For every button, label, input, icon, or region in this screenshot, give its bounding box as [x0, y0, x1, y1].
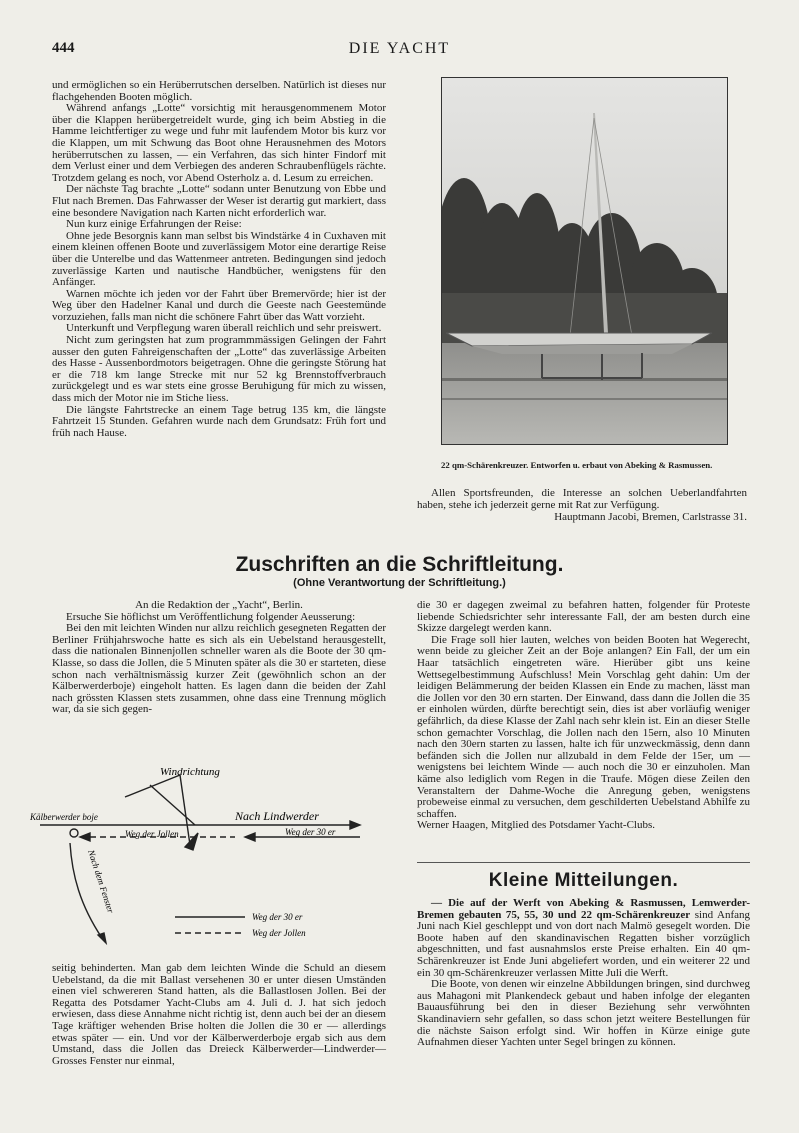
letter-right-text: die 30 er dagegen zweimal zu befahren hatten, folgender für Proteste liebende Schiedsrichter sehr interessante Fall, der am besten durch eine Skizze dargelegt werden kann. — [417, 599, 750, 635]
regatta-sketch — [30, 755, 390, 955]
paragraph: Unterkunft und Verpflegung waren überall reichlich und sehr preiswert. — [66, 322, 382, 335]
wind-label: Windrichtung — [160, 766, 220, 778]
lindwerder-label: Nach Lindwerder — [235, 809, 319, 823]
closing-note — [417, 487, 747, 523]
section-subtitle: (Ohne Verantwortung der Schriftleitung.) — [293, 577, 506, 589]
closing-signature: Hauptmann Jacobi, Bremen, Carlstrasse 31. — [554, 511, 747, 523]
paragraph: Der nächste Tag brachte „Lotte“ sodann unter Benutzung von Ebbe und Flut nach Bremen. Das Fahrwasser der Weser ist derartig gut markiert, dass eine besondere Navigation nach Karten nicht erforderlich war. — [52, 183, 386, 219]
section-title: Zuschriften an die Schriftleitung. — [235, 553, 564, 576]
legend-30-label: Weg der 30 er — [252, 912, 303, 922]
photo-schaerenkreuzer — [441, 77, 728, 445]
left-top-column — [52, 80, 386, 439]
mitteilungen-title: Kleine Mitteilungen. — [488, 870, 679, 891]
divider — [417, 862, 750, 863]
paragraph: Nicht zum geringsten hat zum programmmässigen Gelingen der Fahrt ausser den guten Fahreigenschaften der „Lotte“ das zuverlässige Arbeiten des Hasse - Aussenbordmotors beigetragen. Ohne die geringste Störung hat er die 718 km lange Strecke mit nur 52 kg Brennstoffverbrauch zurückgelegt und es war stets eine grosse Beruhigung für mich zu wissen, dass mich der Motor nie im Stiche liess. — [52, 334, 386, 405]
letter-right-text-2: Die Frage soll hier lauten, welches von beiden Booten hat Wegerecht, wenn beide zu gleicher Zeit an der Boje anlangen? Ein Fall, der um ein Haar tatsächlich eingetreten wäre. Hierüber gibt uns keine Wettsegelbestimmung Aufschluss! Mein Vorschlag geht dahin: Um der leidigen Belämmerung der beiden Klassen ein Ende zu machen, lässt man die Jollen vor den 30 ern starten. Der Einwand, dass dann die Jollen die 35 er einholen würden, dürfte berechtigt sein, dies ist aber vorläufig weniger gefährlich, da diese Klasse der Zahl nach sehr klein ist. Ein an dieser Stelle schon gemachter Vorschlag, die Jollen nach den 15ern, also 10 Minuten nach den 30ern starten zu lassen, halte ich für unzweckmässig, denn dann befänden sich die Jollen nur allzubald in dem Felde der 15er, um — wenigstens bei leichtem Winde — auch noch die 30 er einzuholen. Man käme also lediglich vom Regen in die Traufe. Mögen diese Zeilen den Veranstaltern der Dahme-Woche die Anregung geben, wenigstens probeweise einmal zu versuchen, dem geschilderten Uebelstand Abhilfe zu schaffen. — [417, 633, 750, 820]
closing-text: Allen Sportsfreunden, die Interesse an solchen Ueberlandfahrten haben, stehe ich jederzeit gerne mit Rat zur Verfügung. — [417, 487, 747, 511]
paragraph: Während anfangs „Lotte“ vorsichtig mit herausgenommenem Motor über die Klappen herübergetreidelt wurde, ging ich beim Abstieg in die Hamme leichtfertiger zu wege und fuhr mit laufendem Motor bis kurz vor die Klappen, um mit Schwung das Boot ohne Herausnehmen des Motors herüberrutschen zu lassen, — ein Verfahren, das sich hinter Findorf mit dem Verlust einer und dem Verbiegen des anderen Schraubenflügels rächte. Trotzdem gelang es noch, vor Abend Osterholz a. d. Lesum zu erreichen. — [52, 102, 386, 184]
mitteilungen-lead-rest: sind Anfang Juni nach Kiel geschleppt und von dort nach Malmö gesegelt worden. Die Boote haben auf den skandinavischen Regatten bisher vorzüglich abgeschnitten, und fast ausnahmslos erste Preise erhalten. Ein 40 qm-Schärenkreuzer ist Ende Juni abgeliefert worden, und ein weiterer 22 und ein 30 qm-Schärenkreuzer verlassen Mitte Juli die Werft. — [417, 908, 750, 979]
legend-jollen-label: Weg der Jollen — [252, 928, 306, 938]
paragraph: Nun kurz einige Erfahrungen der Reise: — [66, 218, 242, 231]
yacht-photo-illustration — [442, 78, 727, 444]
letter-request: Ersuche Sie höflichst um Veröffentlichung folgender Aeusserung: — [66, 610, 356, 623]
letter-body-2: seitig behinderten. Man gab dem leichten Winde die Schuld an diesem Uebelstand, da die mit Ballast versehenen 30 er unter diesen Umständen einen viel schwereren Stand hatten, als die Ballastlosen Jollen. Bei der Regatta des Potsdamer Yacht-Clubs am 4. Juli d. J. hat sich jedoch erwiesen, dass diese Annahme nicht richtig ist, denn auch bei der an diesem Tage kräftiger wehenden Brise holten die Jollen die 30 er — allerdings etwas später — ein. Und vor der Kälberwerderboje ergab sich aus dem Umstand, dass die Jollen das Dreieck Kälberwerder—Lindwerder—Grosses Fenster nur einmal, — [52, 962, 386, 1067]
running-title: DIE YACHT — [348, 40, 451, 57]
letter-salutation: An die Redaktion der „Yacht“, Berlin. — [135, 599, 303, 611]
page-number: 444 — [52, 40, 75, 56]
mitteilungen-lead-bold: — Die auf der Werft von Abeking & Rasmussen, Lemwerder-Bremen gebauten 75, 55, 30 und 22 qm-Schärenkreuzer — [417, 897, 750, 921]
buoy-label: Kälberwerder boje — [30, 812, 98, 822]
letter-body-1: Bei den mit leichten Winden nur allzu reichlich gesegneten Regatten der Berliner Frühjahrswoche hatte es sich als ein Uebelstand herausgestellt, dass die nationalen Binnenjollen schneller waren als die Boote der 30 qm-Klasse, so dass die Jollen, die 5 Minuten später als die 30 er starteten, diese schon nach verhältnismässig kurzer Zeit (gewöhnlich schon an der Kälberwerderboje) eingeholt hatten. Es lagen dann die beiden der Zahl nach grössten Klassen stets zusammen, ohne dass eine Trennung möglich war, da sie sich gegen- — [52, 622, 386, 716]
fenster-label: Nach dem Fenster — [86, 848, 116, 915]
paragraph: Ohne jede Besorgnis kann man selbst bis Windstärke 4 in Cuxhaven mit einem kleinen offenen Boote und zuverlässigem Motor eine derartige Reise über die Unterelbe und das Wattenmeer antreten. Bedingungen sind jedoch zuverlässige Karten und nautische Handbücher, wenigstens für den Anfänger. — [52, 229, 386, 289]
jollen-path-label: Weg der Jollen — [125, 829, 179, 839]
letter-signature: Werner Haagen, Mitglied des Potsdamer Yacht-Clubs. — [417, 819, 656, 832]
paragraph: und ermöglichen so ein Herüberrutschen derselben. Natürlich ist dieses nur flachgehenden Booten möglich. — [52, 79, 386, 103]
photo-caption: 22 qm-Schärenkreuzer. Entworfen u. erbaut von Abeking & Rasmussen. — [441, 460, 713, 470]
letter-left-column-continued — [52, 963, 386, 1067]
paragraph: Warnen möchte ich jeden vor der Fahrt über Bremervörde; hier ist der Weg über den Hadelner Kanal und durch die Geeste nach Geestemünde vorzuziehen, falls man nicht die schönere Fahrt über das Watt vorzieht. — [52, 287, 386, 323]
paragraph: Die längste Fahrtstrecke an einem Tage betrug 135 km, die längste Fahrtzeit 15 Stunden. Gefahren wurde nach dem Grundsatz: Früh fort und früh nach Hause. — [52, 403, 386, 439]
letter-left-column — [52, 600, 386, 716]
mitteilungen-para-2: Die Boote, von denen wir einzelne Abbildungen bringen, sind durchweg aus Mahagoni mit Plankendeck gebaut und haben infolge der eleganten Bauausführung bei den in dieser Beziehung sehr verwöhnten Skandinaviern sehr gefallen, so dass schon jetzt weitere Bestellungen für die nächste Saison erfolgt sind. Wir hoffen in Kürze einige gute Aufnahmen dieser Yachten unter Segel bringen zu können. — [417, 978, 750, 1049]
path-30-label: Weg der 30 er — [285, 827, 336, 837]
mitteilungen-column — [417, 898, 750, 1049]
letter-right-column — [417, 600, 750, 832]
